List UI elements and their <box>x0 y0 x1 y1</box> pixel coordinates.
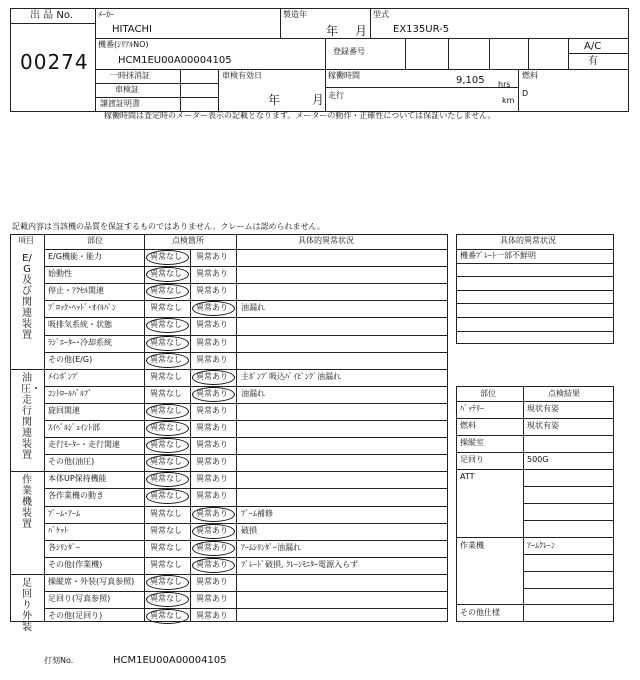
hours-label: 稼働時間 <box>328 71 360 80</box>
check-circle-mark <box>146 575 189 590</box>
disclaimer: 記載内容は当該機の品質を保証するものではありません。クレームは認められません。 <box>12 222 325 231</box>
right-result-part: 操縦室 <box>460 438 484 447</box>
row-abnormal-option: 異常あり <box>196 611 228 621</box>
right-anomaly-header: 具体的異常状況 <box>500 236 556 245</box>
row-detail: 破損 <box>241 525 257 535</box>
row-normal-option: 異常なし <box>150 576 182 586</box>
right-result-part: ﾊﾞｯﾃﾘｰ <box>460 404 484 413</box>
row-abnormal-option: 異常あり <box>196 542 228 552</box>
row-normal-option: 異常なし <box>150 474 182 484</box>
row-part: ｽｲﾍﾞﾙｼﾞｮｲﾝﾄ部 <box>48 423 100 432</box>
row-abnormal-option: 異常あり <box>196 474 228 484</box>
row-normal-option: 異常なし <box>150 525 182 535</box>
other-label: その他仕様 <box>460 608 500 617</box>
check-circle-mark <box>146 404 189 419</box>
row-normal-option: 異常なし <box>150 491 182 501</box>
inspect-month-unit: 月 <box>312 93 325 107</box>
item-no-label: 出 品 No. <box>30 10 73 21</box>
row-normal-option: 異常なし <box>150 559 182 569</box>
row-normal-option: 異常なし <box>150 320 182 330</box>
col-detail-header: 具体的異常状況 <box>298 236 354 245</box>
ac-value: 有 <box>588 56 598 67</box>
row-abnormal-option: 異常あり <box>196 303 228 313</box>
row-abnormal-option: 異常あり <box>196 423 228 432</box>
row-part: 始動性 <box>48 269 72 279</box>
row-part: 本体UP保持機能 <box>48 474 107 484</box>
row-part: 停止・ｱｸｾﾙ関連 <box>48 286 104 296</box>
row-part: その他(E/G) <box>48 354 93 364</box>
check-circle-mark <box>192 558 235 573</box>
fuel-value: D <box>522 89 529 98</box>
row-abnormal-option: 異常あり <box>196 405 228 415</box>
row-abnormal-option: 異常あり <box>196 354 228 364</box>
row-detail: 油漏れ <box>241 388 265 398</box>
row-abnormal-option: 異常あり <box>196 559 228 569</box>
serial-label: 機番(ｼﾘｱﾙNO) <box>98 40 149 49</box>
row-detail: ｱｰﾑｼﾘﾝﾀﾞｰ油漏れ <box>241 542 301 552</box>
right-anomaly-row: 機番ﾌﾟﾚｰﾄ一部不鮮明 <box>460 251 536 260</box>
row-normal-option: 異常なし <box>150 423 182 432</box>
year-unit: 年 <box>326 24 339 38</box>
year-label: 製造年 <box>283 10 307 19</box>
group-label: 足回り外装 <box>22 577 32 633</box>
row-abnormal-option: 異常あり <box>196 491 228 501</box>
check-circle-mark <box>192 541 235 556</box>
row-normal-option: 異常なし <box>150 388 182 398</box>
row-part: 旋回関連 <box>48 405 80 415</box>
assign-label: 譲渡証明書 <box>100 99 140 108</box>
col-part-header: 部位 <box>87 236 103 245</box>
row-part: 走行ﾓｰﾀｰ・走行関連 <box>48 440 120 450</box>
row-part: ﾌﾞｰﾑ･ｱｰﾑ <box>48 508 80 518</box>
fuel-label: 燃料 <box>522 71 538 80</box>
item-no: 00274 <box>20 50 89 74</box>
row-part: ﾒｲﾝﾎﾟﾝﾌﾟ <box>48 371 80 381</box>
row-normal-option: 異常なし <box>150 303 182 313</box>
maker-value: HITACHI <box>112 24 152 35</box>
check-circle-mark <box>192 524 235 539</box>
row-abnormal-option: 異常あり <box>196 388 228 398</box>
row-part: その他(油圧) <box>48 457 95 467</box>
hours-unit: hrs <box>498 80 511 89</box>
row-normal-option: 異常なし <box>150 457 182 467</box>
row-part: ﾊﾞｹｯﾄ <box>48 525 68 535</box>
work-value: ｱｰﾑｸﾚｰﾝ <box>527 541 555 550</box>
row-abnormal-option: 異常あり <box>196 508 228 518</box>
month-unit: 月 <box>355 24 368 38</box>
model-value: EX135UR-5 <box>393 24 450 35</box>
reg-label: 登録番号 <box>333 47 365 56</box>
row-part: その他(足回り) <box>48 611 103 621</box>
row-part: 各作業機の動き <box>48 491 104 501</box>
col-item-header: 項目 <box>18 236 34 245</box>
right-result-value: 現状有姿 <box>527 421 559 430</box>
right-col-part-header: 部位 <box>480 389 496 398</box>
inspect-year-unit: 年 <box>268 93 281 107</box>
stamp-value: HCM1EU00A00004105 <box>113 655 227 666</box>
right-result-value: 500G <box>527 455 549 464</box>
inspect-label: 車検有効日 <box>222 71 262 80</box>
row-part: 操縦席・外装(写真参照) <box>48 576 135 586</box>
check-circle-mark <box>146 336 189 351</box>
row-normal-option: 異常なし <box>150 594 182 603</box>
row-normal-option: 異常なし <box>150 252 182 261</box>
row-normal-option: 異常なし <box>150 269 182 279</box>
row-normal-option: 異常なし <box>150 371 182 381</box>
check-circle-mark <box>146 592 189 607</box>
row-abnormal-option: 異常あり <box>196 320 228 330</box>
row-part: E/G機能・能力 <box>48 252 102 261</box>
row-abnormal-option: 異常あり <box>196 337 228 347</box>
row-normal-option: 異常なし <box>150 440 182 450</box>
row-abnormal-option: 異常あり <box>196 525 228 535</box>
ac-label: A/C <box>584 41 602 52</box>
row-detail: 主ﾎﾟﾝﾌﾟ吸込ﾊﾟｲﾋﾟﾝｸﾞ油漏れ <box>241 371 341 381</box>
meter-note: 稼働時間は査定時のメーター表示の記載となります。メーターの動作・正確性については保証いたしません。 <box>104 111 496 120</box>
row-abnormal-option: 異常あり <box>196 594 228 603</box>
maker-label: ﾒｰｶｰ <box>98 10 114 19</box>
row-part: その他(作業機) <box>48 559 103 569</box>
col-check-header: 点検箇所 <box>172 236 204 245</box>
row-part: ﾌﾞﾛｯｸ･ﾍｯﾄﾞ･ｵｲﾙﾊﾟﾝ <box>48 303 116 313</box>
row-abnormal-option: 異常あり <box>196 269 228 279</box>
row-part: 足回り(写真参照) <box>48 594 111 603</box>
group-label: 油圧・走行関連装置 <box>21 372 41 461</box>
row-part: ﾗｼﾞｴｰﾀｰ･冷却系統 <box>48 337 112 347</box>
row-abnormal-option: 異常あり <box>196 286 228 296</box>
check-circle-mark <box>192 507 235 522</box>
row-abnormal-option: 異常あり <box>196 440 228 450</box>
row-normal-option: 異常なし <box>150 354 182 364</box>
row-normal-option: 異常なし <box>150 405 182 415</box>
temp-plate-label: 一時抹消証 <box>110 71 150 80</box>
group-label: 作業機装置 <box>22 475 32 531</box>
row-abnormal-option: 異常あり <box>196 457 228 467</box>
row-detail: ﾌﾞｰﾑ補修 <box>241 508 273 518</box>
row-normal-option: 異常なし <box>150 337 182 347</box>
row-normal-option: 異常なし <box>150 508 182 518</box>
hours-value: 9,105 <box>456 75 485 86</box>
row-normal-option: 異常なし <box>150 611 182 621</box>
row-part: 各ｼﾘﾝﾀﾞｰ <box>48 542 80 552</box>
work-label: 作業機 <box>460 541 484 550</box>
model-label: 型式 <box>373 10 389 19</box>
row-part: 吸排気系統・状態 <box>48 320 112 330</box>
right-result-part: 足回り <box>460 455 484 464</box>
right-result-value: 現状有姿 <box>527 404 559 413</box>
row-abnormal-option: 異常あり <box>196 252 228 261</box>
km-unit: km <box>502 96 515 105</box>
row-detail: ﾌﾞﾚｰﾄﾞ破損, ｸﾚｰﾝﾓﾆﾀｰ電源入らず <box>241 559 359 569</box>
right-col-result-header: 点検結果 <box>548 389 580 398</box>
check-circle-mark <box>146 353 189 368</box>
row-part: ｺﾝﾄﾛｰﾙﾊﾞﾙﾌﾞ <box>48 388 92 398</box>
right-result-part: 燃料 <box>460 421 476 430</box>
check-circle-mark <box>192 387 235 402</box>
travel-label: 走行 <box>328 91 344 100</box>
att-label: ATT <box>460 472 475 481</box>
group-label: E/G及び関連装置 <box>22 253 32 341</box>
row-detail: 油漏れ <box>241 303 265 313</box>
row-normal-option: 異常なし <box>150 542 182 552</box>
serial-value: HCM1EU00A00004105 <box>118 55 232 66</box>
check-circle-mark <box>146 421 189 436</box>
check-circle-mark <box>146 250 189 265</box>
check-circle-mark <box>192 370 235 385</box>
stamp-label: 打刻No. <box>44 656 74 665</box>
row-normal-option: 異常なし <box>150 286 182 296</box>
row-abnormal-option: 異常あり <box>196 371 228 381</box>
row-abnormal-option: 異常あり <box>196 576 228 586</box>
vehicle-cert-label: 車検証 <box>115 85 139 94</box>
